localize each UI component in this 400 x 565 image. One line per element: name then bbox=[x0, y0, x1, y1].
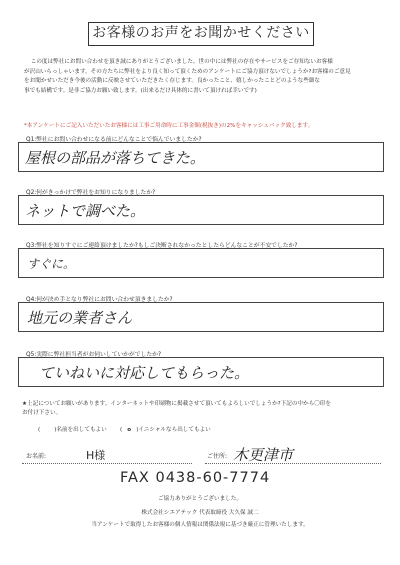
question-3-answer: すぐに。 bbox=[27, 257, 76, 271]
question-1-answer-box[interactable] bbox=[18, 142, 384, 172]
consent-line: お付け下さい。 bbox=[22, 410, 62, 416]
intro-text bbox=[24, 58, 380, 96]
consent-option-name[interactable]: ( )名前を出してもよい bbox=[38, 427, 107, 433]
fax-number: FAX 0438-60-7774 bbox=[120, 470, 271, 486]
address-value: 木更津市 bbox=[233, 446, 294, 464]
page-title: お客様のお声をお聞かせください bbox=[88, 22, 314, 46]
consent-option-initial[interactable]: ( o )イニシャルなら出してもよい bbox=[120, 427, 211, 433]
question-5-answer: ていねいに対応してもらった。 bbox=[39, 364, 250, 382]
question-2-label: Q2:何がきっかけで弊社をお知りになりましたか? bbox=[26, 190, 156, 196]
intro-line: をお聞かせいただき今後の活動に反映させていただきたく存じます。良かったこと、嬉しかったことどのような些細な bbox=[24, 78, 321, 85]
name-label: お名前: bbox=[26, 453, 47, 460]
question-4-label: Q4:何が決め手となり弊社にお問い合わせ頂きましたか? bbox=[26, 297, 173, 303]
question-4-answer-box[interactable] bbox=[18, 302, 384, 332]
question-1-label: Q1:弊社にお問い合わせになる前にどんなことで悩んでいましたか? bbox=[26, 137, 202, 143]
question-3-answer-box[interactable] bbox=[18, 248, 384, 278]
intro-line: が沢山いらっしゃいます。その方たちに弊社をより良く知って頂くためのアンケートにご協力頂けないでしょうか?お客様のご意見 bbox=[24, 68, 351, 75]
question-4-answer: 地元の業者さん bbox=[27, 309, 133, 327]
address-label: ご住所: bbox=[207, 453, 228, 460]
footer-privacy: 当アンケートで取得したお客様の個人情報は関係法規に基づき厳正に管理いたします。 bbox=[91, 522, 309, 528]
consent-text bbox=[22, 400, 382, 418]
consent-option-name-label: 名前を出してもよい bbox=[56, 427, 107, 433]
question-2-answer-box[interactable] bbox=[18, 195, 384, 225]
consent-option-initial-mark: o bbox=[127, 427, 132, 433]
name-value: H様 bbox=[86, 449, 106, 462]
cashback-note: *本アンケートにご記入いただいたお客様には工事ご用命時に工事金額(税抜き)の2%をキャッシュバック致します。 bbox=[24, 123, 314, 129]
question-1-answer: 屋根の部品が落ちてきた。 bbox=[25, 149, 205, 167]
name-field[interactable] bbox=[22, 447, 192, 464]
question-5-answer-box[interactable] bbox=[18, 357, 384, 387]
consent-option-initial-label: イニシャルなら出してもよい bbox=[138, 427, 211, 433]
intro-line: 事でも結構です。是非ご協力お願い致します。(出来るだけ具体的に書いて頂ければ幸いです) bbox=[24, 87, 257, 94]
consent-line: ★上記についてお願いがあります。インターネットや印刷物に掲載させて頂いてもよろしいでしょうか?下記の中から〇印を bbox=[22, 401, 331, 407]
footer-company: 株式会社シエアテック 代表取締役 大久保 誠二 bbox=[141, 510, 259, 516]
address-field[interactable] bbox=[205, 447, 381, 464]
intro-line: この度は弊社にお問い合わせを頂き誠にありがとうございました。世の中には弊社の存在やサービスをご存知ないお客様 bbox=[30, 59, 333, 65]
question-5-label: Q5:実際に弊社担当者がお伺いしていかがでしたか? bbox=[26, 352, 162, 358]
question-2-answer: ネットで調べた。 bbox=[25, 202, 146, 220]
footer-thanks: ご協力ありがとうございました。 bbox=[158, 496, 242, 502]
question-3-label: Q3:弊社を知りすぐにご連絡頂けましたか?もしご決断されなかったとしたらどんなことが不安でしたか? bbox=[26, 243, 298, 249]
